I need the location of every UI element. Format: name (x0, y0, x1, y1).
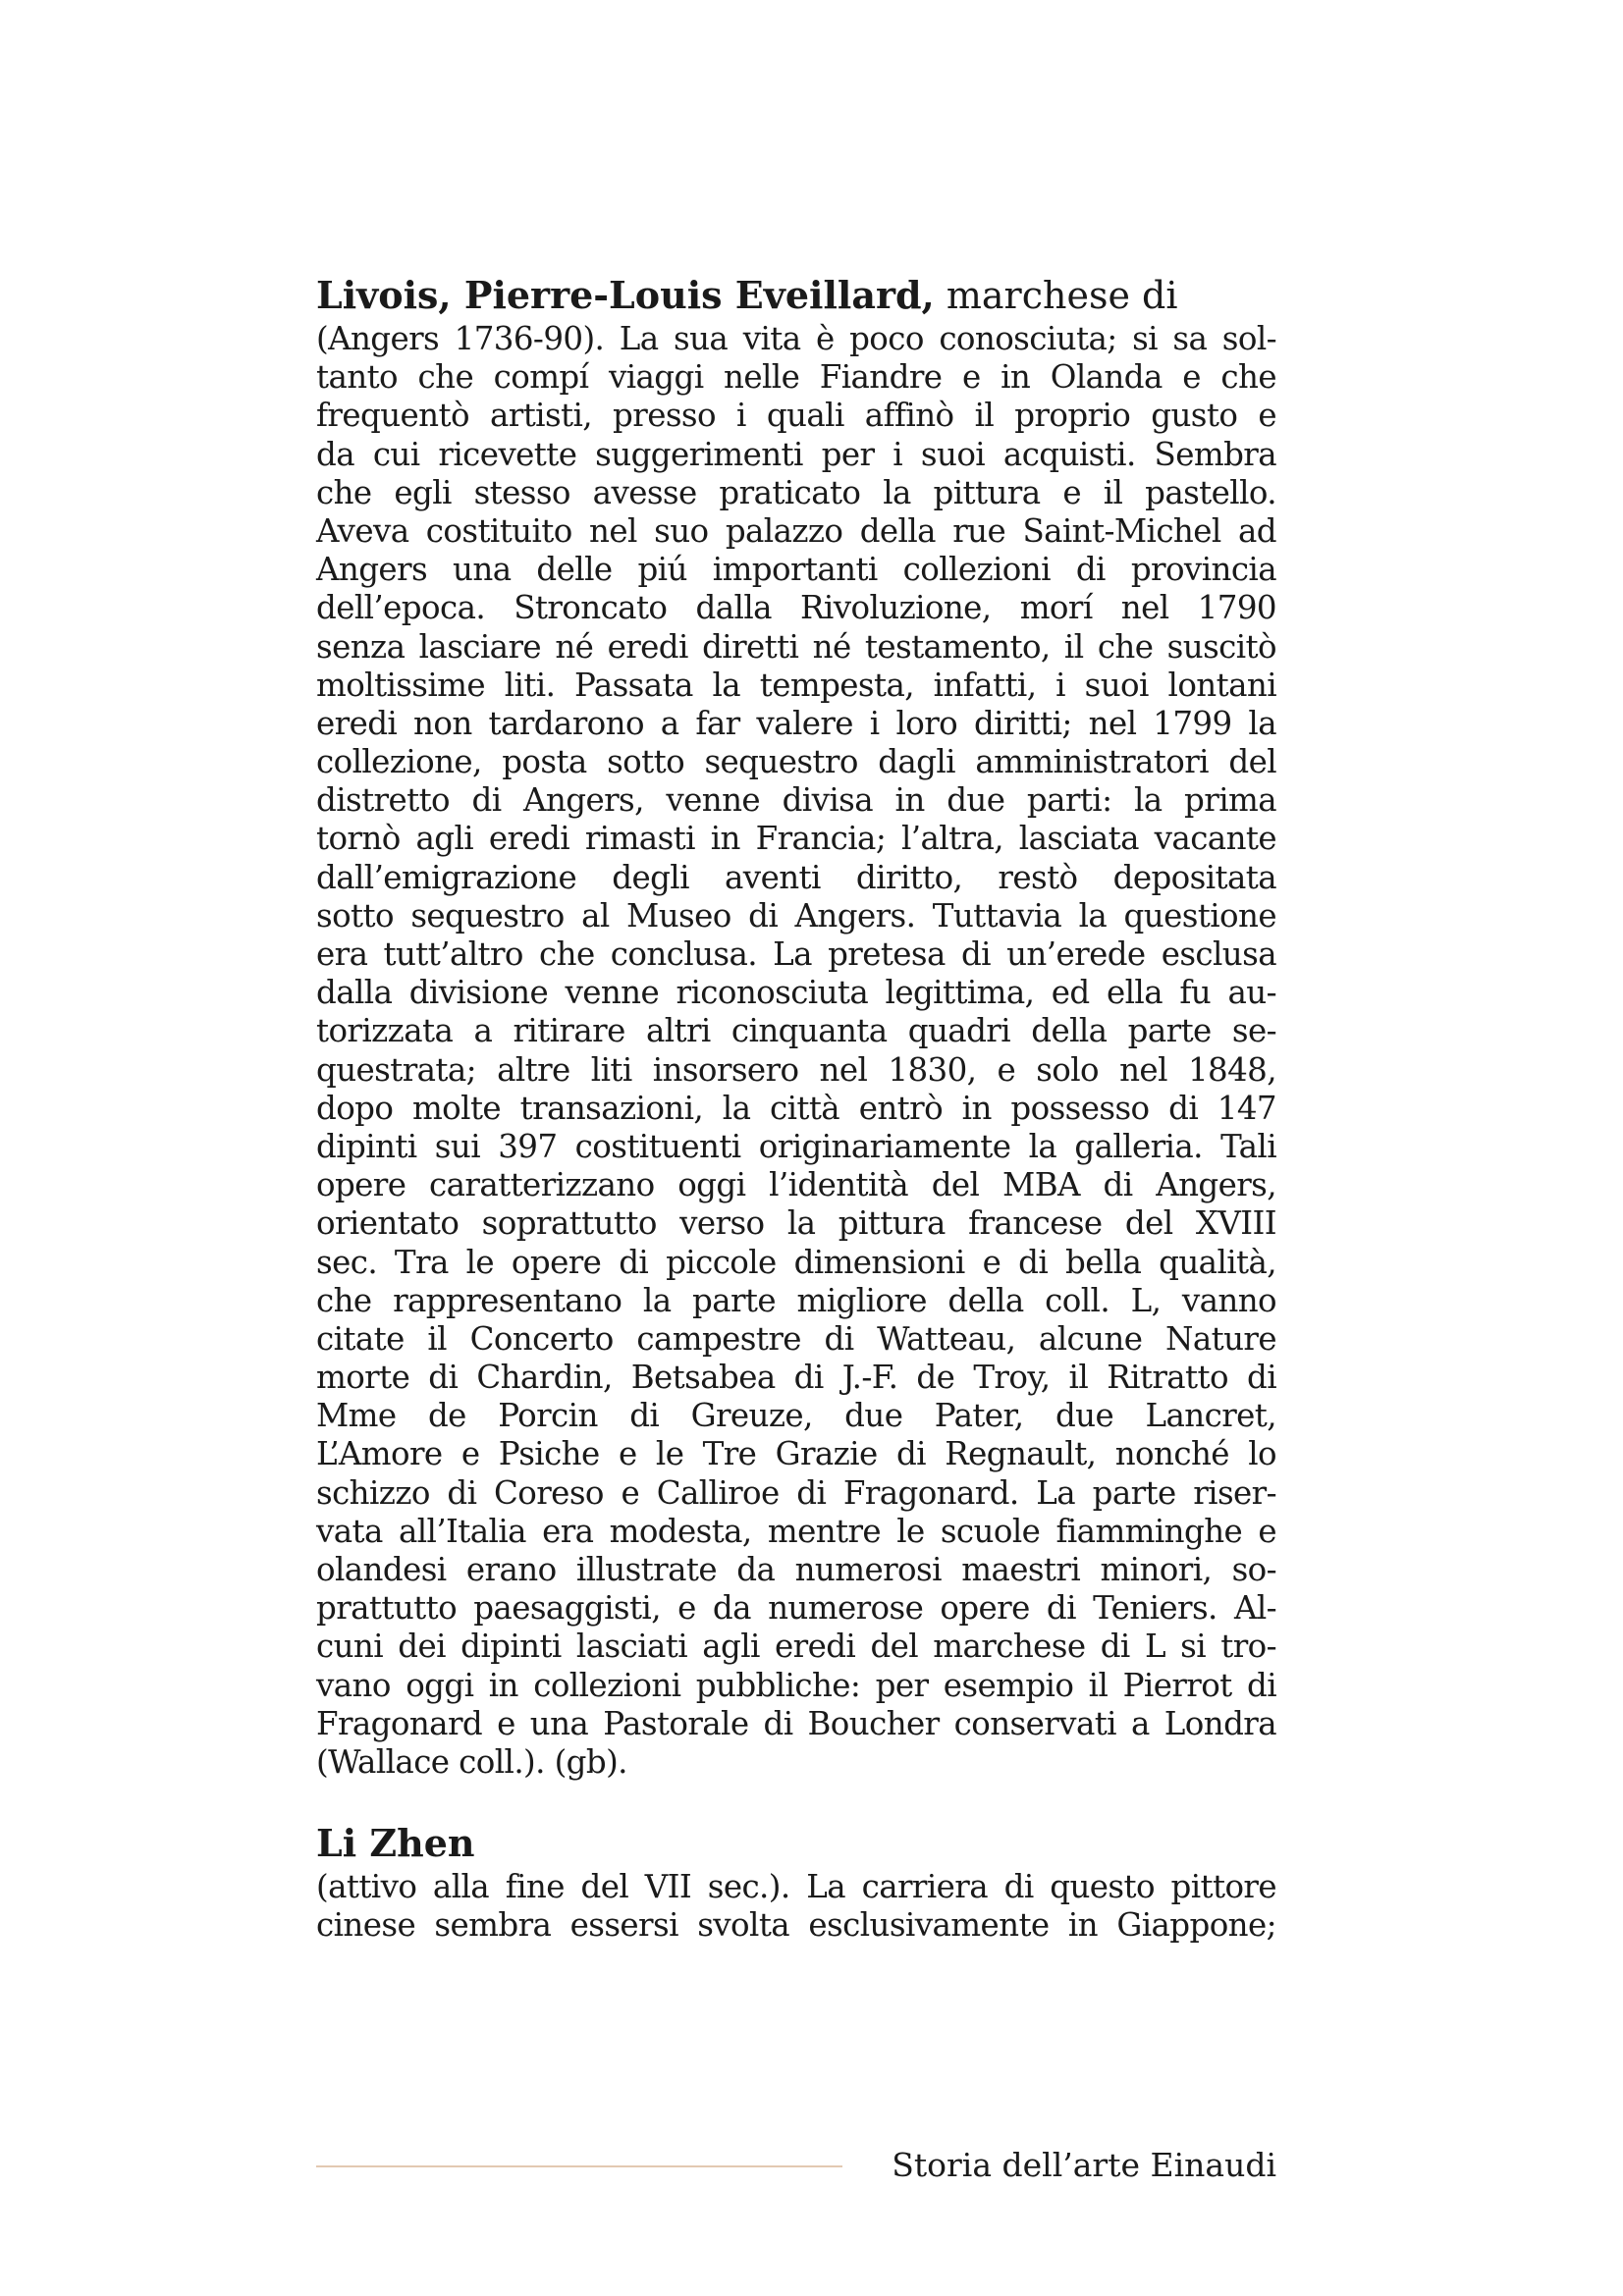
entry-title: marchese di (946, 274, 1178, 317)
text-line: sec. Tra le opere di piccole dimensioni e di bella qualità, (316, 1243, 1276, 1281)
footer-rule (316, 2165, 842, 2167)
text-line: moltissime liti. Passata la tempesta, infatti, i suoi lontani (316, 666, 1276, 704)
text-line: collezione, posta sotto sequestro dagli amministratori del (316, 743, 1276, 781)
page-footer (316, 2144, 1276, 2189)
text-line: cuni dei dipinti lasciati agli eredi del marchese di L si tro- (316, 1628, 1276, 1666)
text-line: vata all’Italia era modesta, mentre le scuole fiamminghe e (316, 1512, 1276, 1550)
text-line: era tutt’altro che conclusa. La pretesa di un’erede esclusa (316, 935, 1276, 973)
entry-li-zhen (316, 1821, 1276, 1945)
entry-heading (316, 273, 1276, 318)
text-line: Angers una delle piú importanti collezioni di provincia (316, 551, 1276, 589)
text-line: L’Amore e Psiche e le Tre Grazie di Regnault, nonché lo (316, 1435, 1276, 1473)
text-line: frequentò artisti, presso i quali affinò il proprio gusto e (316, 397, 1276, 435)
text-line: morte di Chardin, Betsabea di J.-F. de Troy, il Ritratto di (316, 1359, 1276, 1397)
text-line: dall’emigrazione degli aventi diritto, restò depositata (316, 858, 1276, 896)
text-line: dell’epoca. Stroncato dalla Rivoluzione, morí nel 1790 (316, 589, 1276, 627)
text-line: dipinti sui 397 costituenti originariamente la galleria. Tali (316, 1127, 1276, 1165)
text-line: da cui ricevette suggerimenti per i suoi acquisti. Sembra (316, 435, 1276, 473)
text-line: che egli stesso avesse praticato la pittura e il pastello. (316, 473, 1276, 511)
entry-heading (316, 1821, 1276, 1866)
text-line: tornò agli eredi rimasti in Francia; l’altra, lasciata vacante (316, 820, 1276, 858)
text-line: distretto di Angers, venne divisa in due parti: la prima (316, 781, 1276, 820)
text-line: torizzata a ritirare altri cinquanta quadri della parte se- (316, 1012, 1276, 1050)
text-line: sotto sequestro al Museo di Angers. Tuttavia la questione (316, 896, 1276, 934)
text-line: Mme de Porcin di Greuze, due Pater, due Lancret, (316, 1397, 1276, 1435)
text-line: cinese sembra essersi svolta esclusivamente in Giappone; (316, 1906, 1276, 1945)
text-line: (attivo alla fine del VII sec.). La carriera di questo pittore (316, 1868, 1276, 1906)
text-line: schizzo di Coreso e Calliroe di Fragonard. La parte riser- (316, 1473, 1276, 1512)
text-line: vano oggi in collezioni pubbliche: per esempio il Pierrot di (316, 1666, 1276, 1704)
text-line: (Angers 1736-90). La sua vita è poco conosciuta; si sa sol- (316, 320, 1276, 357)
text-line: (Wallace coll.). (gb). (316, 1742, 627, 1781)
entry-body (316, 320, 1276, 1782)
text-line: citate il Concerto campestre di Watteau, alcune Nature (316, 1319, 1276, 1358)
entry-body (316, 1868, 1276, 1945)
entry-livois (316, 273, 1276, 1782)
text-line: dalla divisione venne riconosciuta legittima, ed ella fu au- (316, 974, 1276, 1012)
text-line: prattutto paesaggisti, e da numerose opere di Teniers. Al- (316, 1589, 1276, 1628)
text-line: dopo molte transazioni, la città entrò in possesso di 147 (316, 1089, 1276, 1127)
text-line: senza lasciare né eredi diretti né testamento, il che suscitò (316, 627, 1276, 666)
text-line: tanto che compí viaggi nelle Fiandre e in Olanda e che (316, 358, 1276, 397)
entry-name: Li Zhen (316, 1821, 475, 1866)
text-line: eredi non tardarono a far valere i loro diritti; nel 1799 la (316, 704, 1276, 742)
text-line: che rappresentano la parte migliore della coll. L, vanno (316, 1281, 1276, 1319)
text-line: orientato soprattutto verso la pittura francese del XVIII (316, 1204, 1276, 1243)
page-content (316, 273, 1276, 1946)
text-line: Aveva costituito nel suo palazzo della rue Saint-Michel ad (316, 511, 1276, 550)
entry-spacer (316, 1782, 1276, 1821)
text-line: Fragonard e una Pastorale di Boucher conservati a Londra (316, 1704, 1276, 1742)
entry-name: Livois, Pierre-Louis Eveillard, (316, 273, 935, 317)
text-line: olandesi erano illustrate da numerosi maestri minori, so- (316, 1551, 1276, 1588)
text-line: opere caratterizzano oggi l’identità del MBA di Angers, (316, 1166, 1276, 1204)
text-line: questrata; altre liti insorsero nel 1830, e solo nel 1848, (316, 1050, 1276, 1089)
footer-publication-title: Storia dell’arte Einaudi (892, 2146, 1276, 2184)
